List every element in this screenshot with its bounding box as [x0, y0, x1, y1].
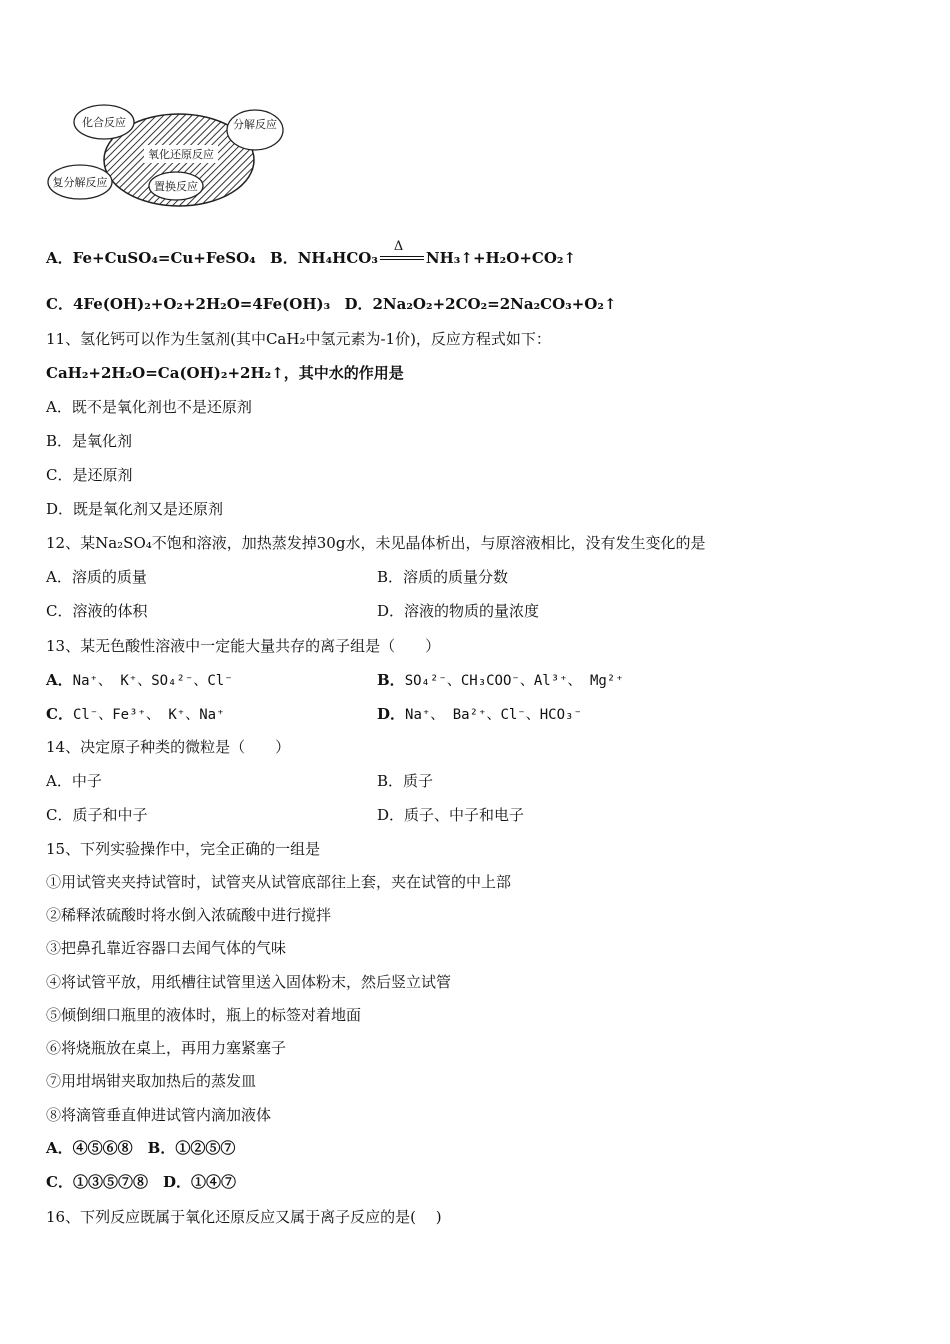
redox-label: 氧化还原反应 [148, 148, 214, 161]
q16-stem: 16、下列反应既属于氧化还原反应又属于离子反应的是( ) [46, 1208, 442, 1226]
q12-option-a: A．溶质的质量 [46, 568, 147, 586]
q11-option-c: C．是还原剂 [46, 466, 133, 484]
heat-condition-sign [380, 239, 424, 265]
q11-option-d: D．既是氧化剂又是还原剂 [46, 500, 224, 518]
displacement-label: 置换反应 [154, 180, 198, 193]
q12-option-b: B．溶质的质量分数 [377, 568, 509, 586]
q15-item: ①用试管夹夹持试管时，试管夹从试管底部往上套，夹在试管的中上部 [46, 873, 512, 891]
q15-item: ④将试管平放，用纸槽往试管里送入固体粉末，然后竖立试管 [46, 973, 452, 991]
q12-option-c: C．溶液的体积 [46, 602, 148, 620]
q11-option-b: B．是氧化剂 [46, 432, 133, 450]
q10-a-equation: Fe+CuSO₄=Cu+FeSO₄ [72, 249, 256, 267]
q13-stem: 13、某无色酸性溶液中一定能大量共存的离子组是（ ） [46, 637, 441, 655]
q14-option-a: A．中子 [46, 772, 102, 790]
q13-option-a [46, 670, 233, 691]
q15-item: ⑦用坩埚钳夹取加热后的蒸发皿 [46, 1072, 257, 1090]
q11-stem: 11、氢化钙可以作为生氢剂(其中CaH₂中氢元素为-1价)，反应方程式如下： [46, 330, 551, 348]
double-decomposition-label: 复分解反应 [52, 176, 108, 189]
q13-a-ions: Na⁺、 K⁺、SO₄²⁻、Cl⁻ [72, 673, 233, 689]
q15-options-cd: C．①③⑤⑦⑧ D．①④⑦ [46, 1173, 236, 1191]
q10-options-ab [46, 239, 577, 268]
q15-item: ⑧将滴管垂直伸进试管内滴加液体 [46, 1106, 272, 1124]
combination-label: 化合反应 [82, 116, 126, 129]
q12-stem: 12、某Na₂SO₄不饱和溶液，加热蒸发掉30g水，未见晶体析出，与原溶液相比，没有发生变化的是 [46, 534, 706, 552]
q15-item: ⑥将烧瓶放在桌上，再用力塞紧塞子 [46, 1039, 287, 1057]
decomposition-label: 分解反应 [233, 118, 277, 131]
delta-icon: Δ [393, 239, 404, 254]
q14-option-b: B．质子 [377, 772, 434, 790]
q14-option-d: D．质子、中子和电子 [377, 806, 525, 824]
q13-a-label: A． [46, 671, 73, 689]
q13-option-d [377, 704, 582, 725]
q13-b-label: B． [377, 671, 405, 689]
q10-c-equation: 4Fe(OH)₂+O₂+2H₂O=4Fe(OH)₃ [72, 295, 331, 313]
q13-c-ions: Cl⁻、Fe³⁺、 K⁺、Na⁺ [72, 707, 225, 723]
q10-b-label: B． [270, 249, 298, 267]
q13-b-ions: SO₄²⁻、CH₃COO⁻、Al³⁺、 Mg²⁺ [404, 673, 624, 689]
q10-a-label: A． [46, 249, 73, 267]
q13-d-label: D． [377, 705, 406, 723]
q14-stem: 14、决定原子种类的微粒是（ ） [46, 738, 291, 756]
q10-d-equation: 2Na₂O₂+2CO₂=2Na₂CO₃+O₂↑ [372, 295, 617, 313]
q15-item: ⑤倾倒细口瓶里的液体时，瓶上的标签对着地面 [46, 1006, 362, 1024]
q12-option-d: D．溶液的物质的量浓度 [377, 602, 540, 620]
q11-option-a: A．既不是氧化剂也不是还原剂 [46, 398, 252, 416]
q15-stem: 15、下列实验操作中，完全正确的一组是 [46, 840, 321, 858]
q10-b-products: NH₃↑+H₂O+CO₂↑ [425, 249, 577, 267]
q10-d-label: D． [344, 295, 373, 313]
reaction-type-venn-diagram [44, 100, 284, 212]
q10-options-cd [46, 294, 617, 314]
q13-option-b [377, 670, 624, 691]
q11-equation: CaH₂+2H₂O=Ca(OH)₂+2H₂↑，其中水的作用是 [46, 364, 404, 382]
q13-option-c [46, 704, 225, 725]
q10-b-reactant: NH₄HCO₃ [297, 249, 378, 267]
q15-item: ③把鼻孔靠近容器口去闻气体的气味 [46, 939, 287, 957]
q13-c-label: C． [46, 705, 73, 723]
q15-options-ab: A．④⑤⑥⑧ B．①②⑤⑦ [46, 1139, 236, 1157]
q13-d-ions: Na⁺、 Ba²⁺、Cl⁻、HCO₃⁻ [405, 707, 582, 723]
q14-option-c: C．质子和中子 [46, 806, 148, 824]
q15-item: ②稀释浓硫酸时将水倒入浓硫酸中进行搅拌 [46, 906, 332, 924]
q10-c-label: C． [46, 295, 73, 313]
